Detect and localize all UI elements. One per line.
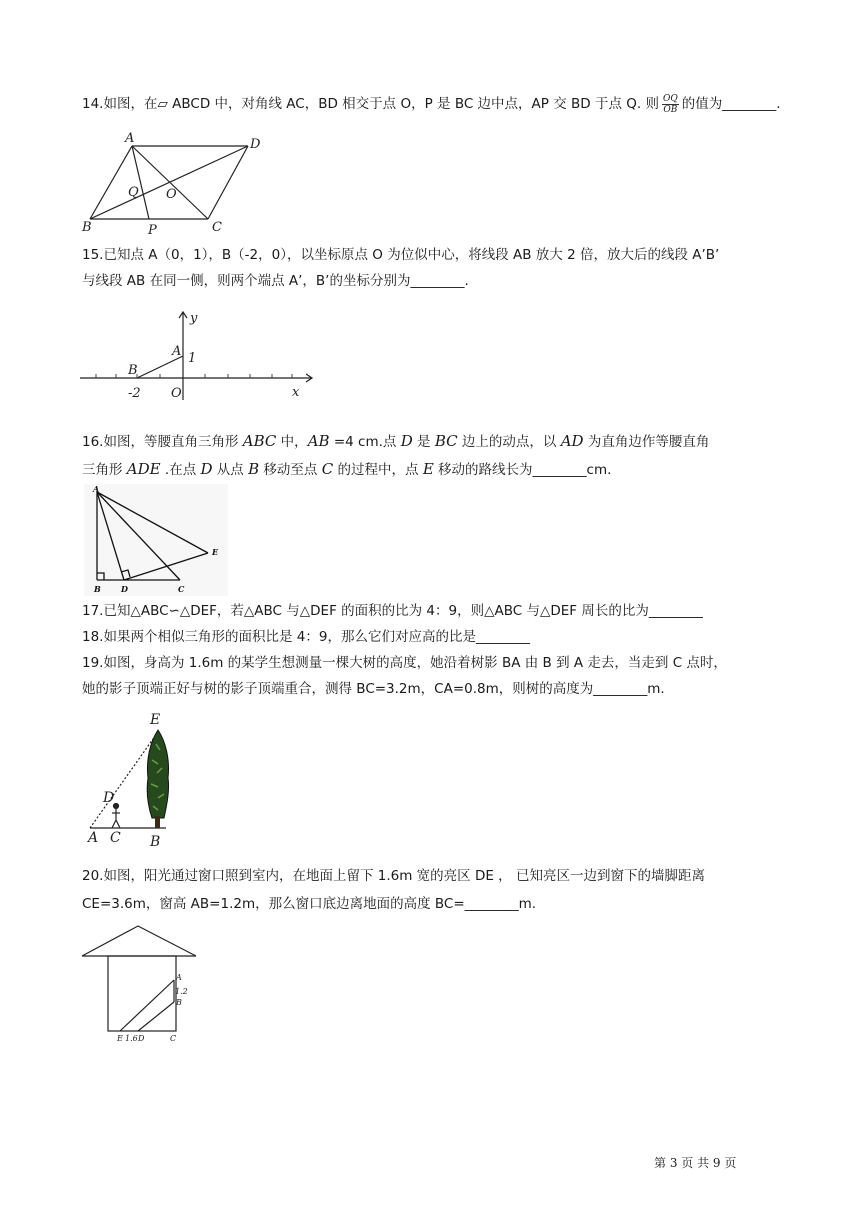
label-D: D <box>138 1034 145 1043</box>
label-B: B <box>176 998 182 1007</box>
label-height: 1.2 <box>175 987 188 996</box>
label-width: 1.6 <box>125 1034 138 1043</box>
question-15-line-2: 与线段 AB 在同一侧，则两个端点 A’，B’的坐标分别为________. <box>82 273 469 289</box>
label-B: B <box>150 834 161 850</box>
label-A: A <box>172 344 182 359</box>
question-20-line-1: 20.如图，阳光通过窗口照到室内，在地面上留下 1.6m 宽的亮区 DE ， 已知亮区一边到窗下的墙脚距离 <box>82 868 705 884</box>
math-BC: BC <box>434 432 458 450</box>
label-E: E <box>212 547 219 557</box>
q14-fraction <box>662 94 679 115</box>
label-C: C <box>170 1034 177 1043</box>
label-D: D <box>121 584 128 594</box>
label-B: B <box>94 584 101 594</box>
q16-text: 的过程中，点 <box>333 462 423 478</box>
question-19-line-2: 她的影子顶端正好与树的影子顶端重合，测得 BC=3.2m，CA=0.8m，则树的高度为________m. <box>82 681 665 697</box>
label-O: O <box>171 386 182 401</box>
q16-text: 移动的路线长为________cm. <box>433 462 612 478</box>
page-footer: 第 3 页 共 9 页 <box>654 1156 737 1170</box>
question-15-line-1: 15.已知点 A（0，1），B（-2，0），以坐标原点 O 为位似中心，将线段 AB 放大 2 倍，放大后的线段 A’B’ <box>82 247 720 263</box>
label-C: C <box>110 830 121 846</box>
tick-one: 1 <box>188 351 197 366</box>
math-C: C <box>321 460 334 478</box>
q16-text: 是 <box>412 434 435 450</box>
math-E: E <box>422 460 434 478</box>
label-y: y <box>190 311 198 326</box>
math-D: D <box>400 432 413 450</box>
label-E: E <box>150 712 161 728</box>
question-17: 17.已知△ABC∽△DEF，若△ABC 与△DEF 的面积的比为 4：9，则△ABC 与△DEF 周长的比为________ <box>82 603 703 619</box>
question-16-line-2 <box>82 456 611 483</box>
question-19-line-1: 19.如图，身高为 1.6m 的某学生想测量一棵大树的高度，她沿着树影 BA 由 B 到 A 走去，当走到 C 点时， <box>82 655 727 671</box>
label-C: C <box>178 584 185 594</box>
fraction-denominator: OB <box>663 104 678 115</box>
label-A: A <box>125 131 135 146</box>
label-A: A <box>176 973 182 982</box>
tree-icon <box>147 730 168 828</box>
label-B: B <box>82 220 92 235</box>
q16-text: 为直角边作等腰直角 <box>583 434 710 450</box>
label-D: D <box>250 137 261 152</box>
q16-text: 从点 <box>212 462 249 478</box>
math-AB: AB <box>307 432 330 450</box>
q16-text: .在点 <box>160 462 201 478</box>
math-D: D <box>200 460 213 478</box>
label-D: D <box>103 790 115 806</box>
math-ABC: ABC <box>242 432 277 450</box>
question-20-line-2: CE=3.6m，窗高 AB=1.2m，那么窗口底边离地面的高度 BC=________m. <box>82 896 537 912</box>
label-E: E <box>117 1034 123 1043</box>
coordinate-figure <box>80 308 320 403</box>
label-A: A <box>88 830 99 846</box>
q16-text: 三角形 <box>82 462 127 478</box>
q16-text: 16.如图，等腰直角三角形 <box>82 434 243 450</box>
label-P: P <box>148 223 157 238</box>
question-18: 18.如果两个相似三角形的面积比是 4：9，那么它们对应高的比是________ <box>82 629 530 645</box>
house-window-figure <box>80 924 210 1048</box>
label-x: x <box>292 385 300 400</box>
math-B: B <box>248 460 260 478</box>
label-C: C <box>212 220 222 235</box>
q14-text-1: 14.如图，在▱ ABCD 中，对角线 AC，BD 相交于点 O，P 是 BC 边中点，AP 交 BD 于点 Q. 则 <box>82 96 659 112</box>
label-B: B <box>128 363 138 378</box>
fraction-numerator: OQ <box>662 93 678 104</box>
math-ADE: ADE <box>126 460 161 478</box>
label-A: A <box>93 484 100 494</box>
q16-text: =4 cm.点 <box>329 434 401 450</box>
question-16-line-1 <box>82 428 709 455</box>
question-14 <box>82 91 781 117</box>
parallelogram-figure <box>80 130 280 240</box>
tree-shadow-figure <box>86 710 196 850</box>
triangle-ADE-figure <box>84 484 228 596</box>
tick-neg2: -2 <box>128 386 141 401</box>
math-AD: AD <box>560 432 584 450</box>
q16-text: 移动至点 <box>259 462 322 478</box>
q16-text: 边上的动点，以 <box>457 434 561 450</box>
label-Q: Q <box>128 185 139 200</box>
q14-text-2: 的值为________. <box>681 96 781 112</box>
label-O: O <box>166 187 177 202</box>
q16-text: 中， <box>276 434 308 450</box>
